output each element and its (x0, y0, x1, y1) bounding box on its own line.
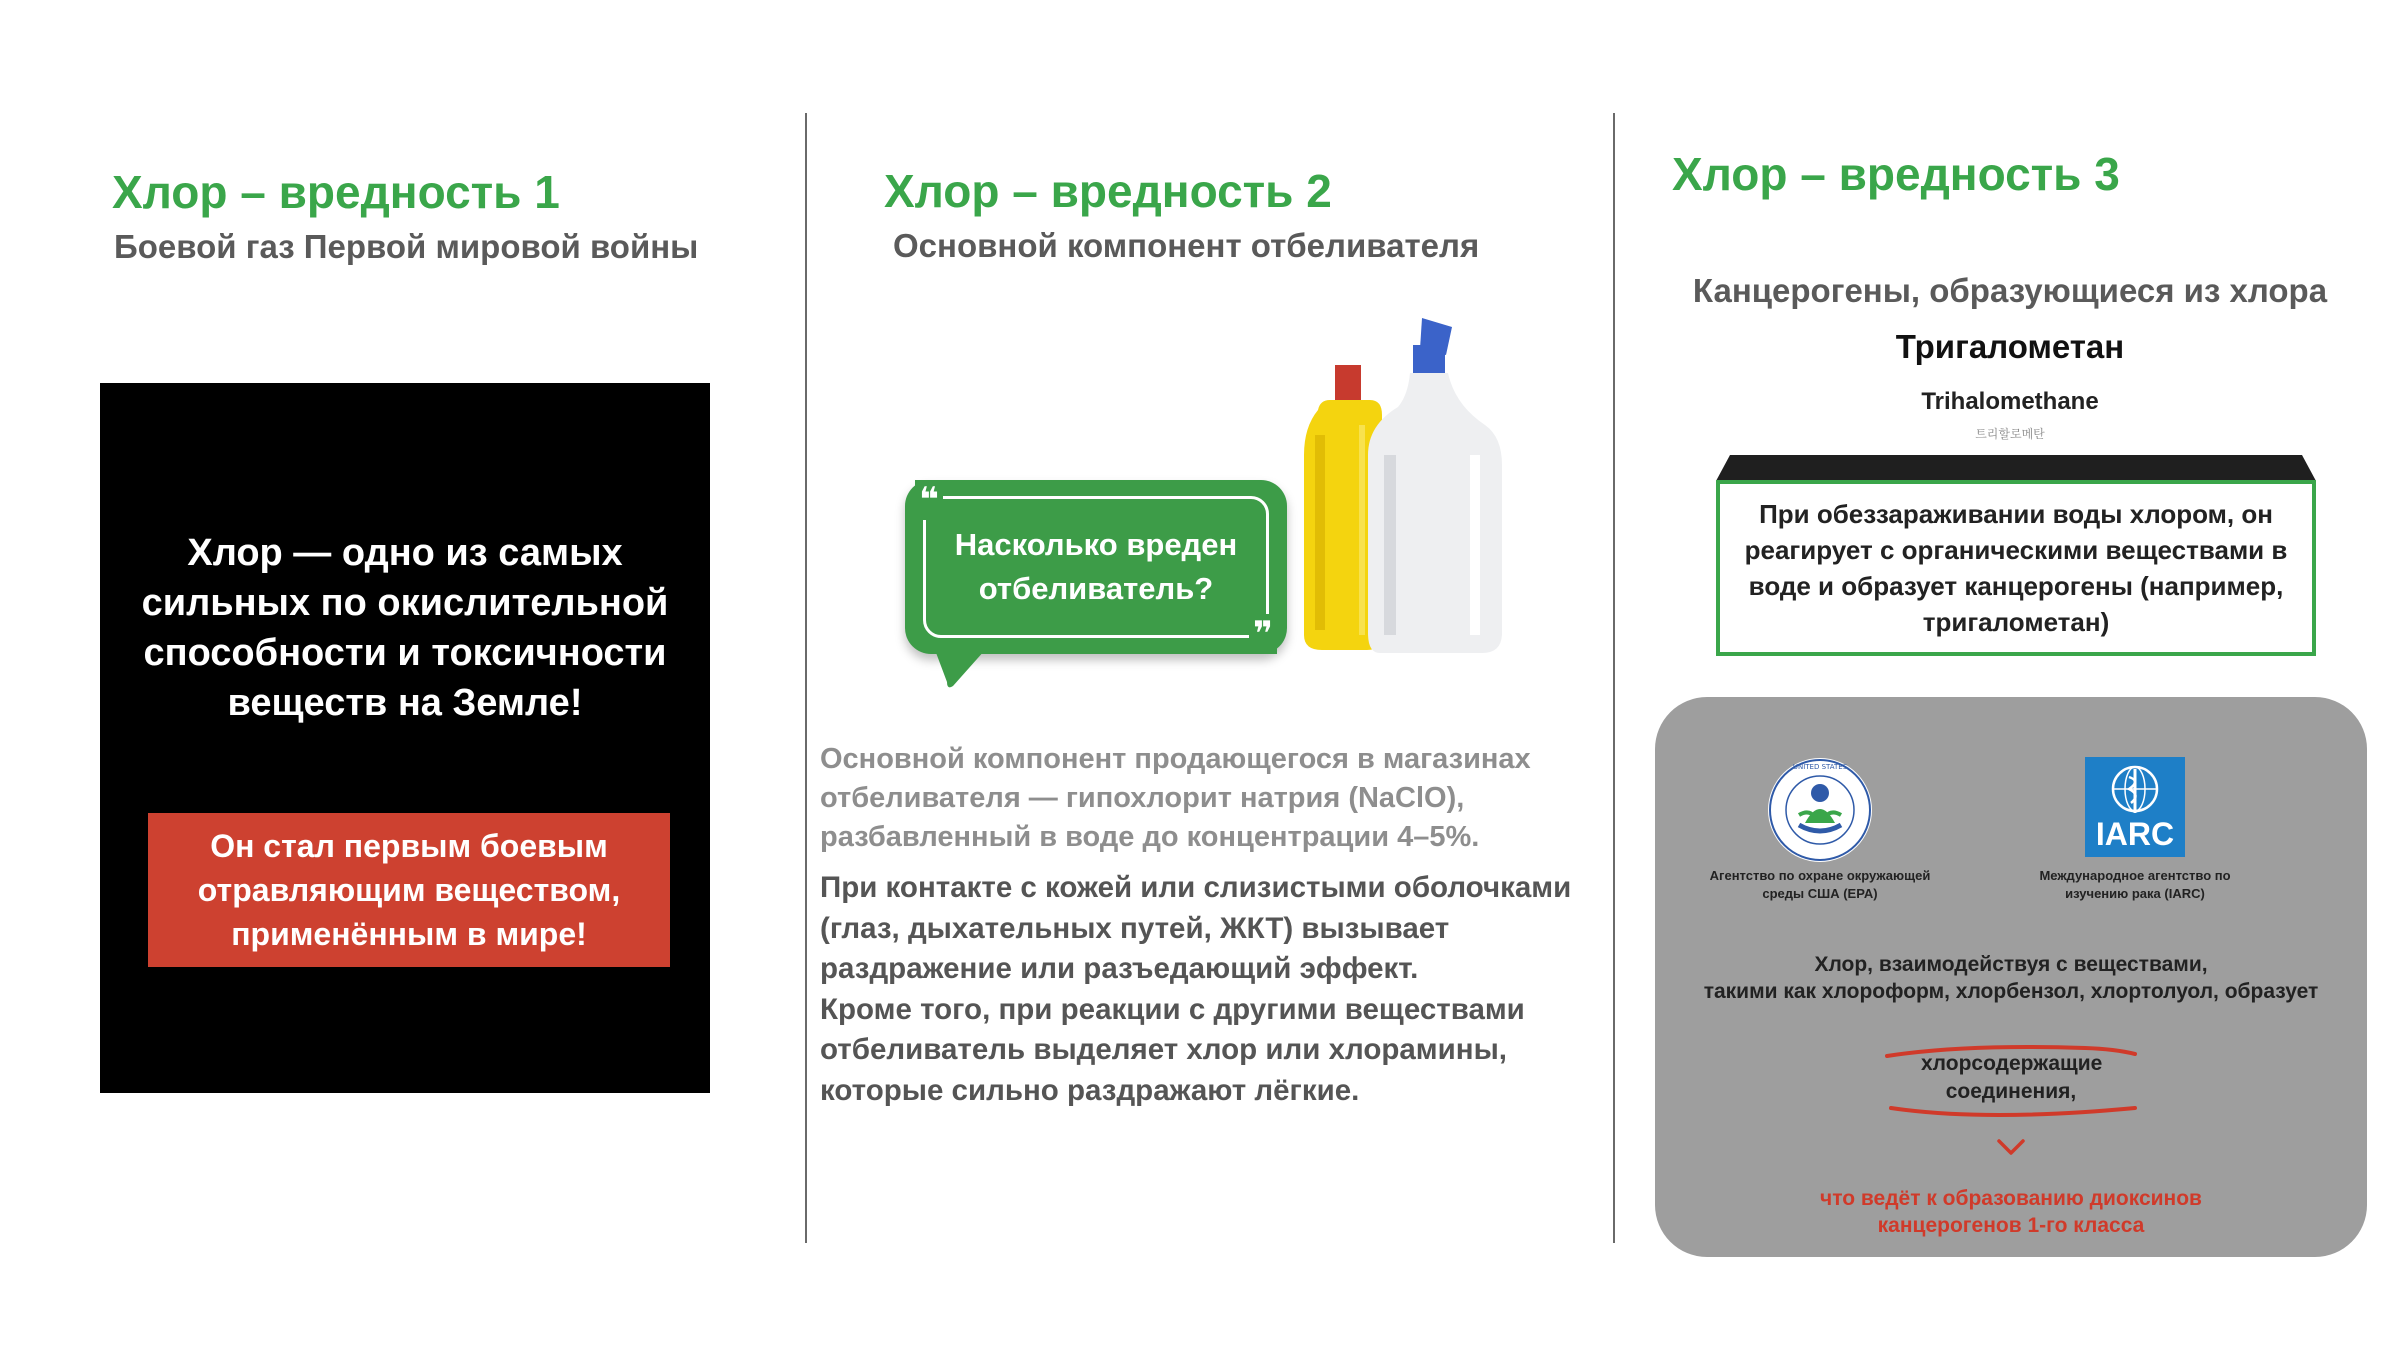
speech-bubble-tail (935, 650, 995, 690)
open-quote-icon: ❝ (915, 480, 943, 520)
chlorination-box (1716, 480, 2316, 656)
box-top-band (1716, 455, 2316, 481)
svg-text:UNITED STATES: UNITED STATES (1792, 763, 1848, 771)
col2-title: Хлор – вредность 2 (884, 165, 1332, 217)
bleach-composition-text: Основной компонент продающегося в магазинах отбеливателя — гипохлорит натрия (NaClO), разбавленный в воде до концентрации 4–5%. (820, 743, 1531, 853)
reaction-effect-text: Кроме того, при реакции с другими веществами отбеливатель выделяет хлор или хлорамины, которые сильно раздражают лёгкие. (820, 992, 1525, 1107)
column-divider-left (805, 113, 807, 1243)
white-bottle-icon (1368, 318, 1502, 653)
red-note-text: Он стал первым боевым отравляющим веществом, применённым в мире! (197, 828, 621, 952)
trihalomethane-en: Trihalomethane (1921, 388, 2099, 415)
iarc-logo-text: IARC (2095, 816, 2175, 852)
speech-bubble (905, 480, 1287, 654)
col3-subtitle: Канцерогены, образующиеся из хлора (1692, 272, 2328, 309)
trihalomethane-ko: 트리할로메탄 (1975, 427, 2045, 441)
col2-subtitle: Основной компонент отбеливателя (893, 227, 1480, 264)
chlorination-text: При обеззараживании воды хлором, он реагирует с органическими веществами в воде и образует канцерогены (например, тригалометан) (1744, 499, 2288, 637)
bleach-bottles-illustration (1270, 315, 1510, 660)
col3-title: Хлор – вредность 3 (1672, 148, 2120, 200)
close-quote-icon: ❞ (1249, 614, 1277, 654)
dioxin-result-1: что ведёт к образованию диоксинов (1820, 1187, 2202, 1210)
bleach-effects-text (820, 868, 1580, 1111)
iarc-logo-icon (2085, 757, 2185, 857)
reaction-text-1: Хлор, взаимодействуя с веществами, (1814, 953, 2208, 976)
iarc-caption: Международное агентство по изучению рака (IARC) (2039, 868, 2231, 901)
dioxin-result-2: канцерогенов 1-го класса (1877, 1214, 2145, 1237)
epa-logo-icon (1765, 755, 1875, 865)
column-divider-right (1613, 113, 1615, 1243)
who-emblem-icon (2107, 763, 2163, 815)
red-note (148, 813, 670, 967)
chlorine-compounds-text: хлорсодержащие соединения, (1921, 1052, 2103, 1103)
col1-subtitle: Боевой газ Первой мировой войны (114, 228, 699, 265)
trihalomethane-ru: Тригалометан (1895, 328, 2125, 365)
col1-title: Хлор – вредность 1 (112, 166, 560, 218)
reaction-text-2: такими как хлороформ, хлорбензол, хлортолуол, образует (1703, 980, 2319, 1003)
chevron-down-icon (1996, 1137, 2026, 1157)
speech-bubble-text: Насколько вреден отбеливатель? (954, 527, 1238, 606)
quote-card (100, 383, 710, 1093)
quote-text: Хлор — одно из самых сильных по окислительной способности и токсичности веществ на Земле! (141, 532, 669, 724)
carcinogen-panel (1655, 697, 2367, 1257)
speech-bubble-frame (923, 496, 1269, 638)
contact-effect-text: При контакте с кожей или слизистыми оболочками (глаз, дыхательных путей, ЖКТ) вызывает раздражение или разъедающий эффект. (820, 871, 1572, 985)
epa-caption: Агентство по охране окружающей среды США (EPA) (1709, 868, 1931, 901)
